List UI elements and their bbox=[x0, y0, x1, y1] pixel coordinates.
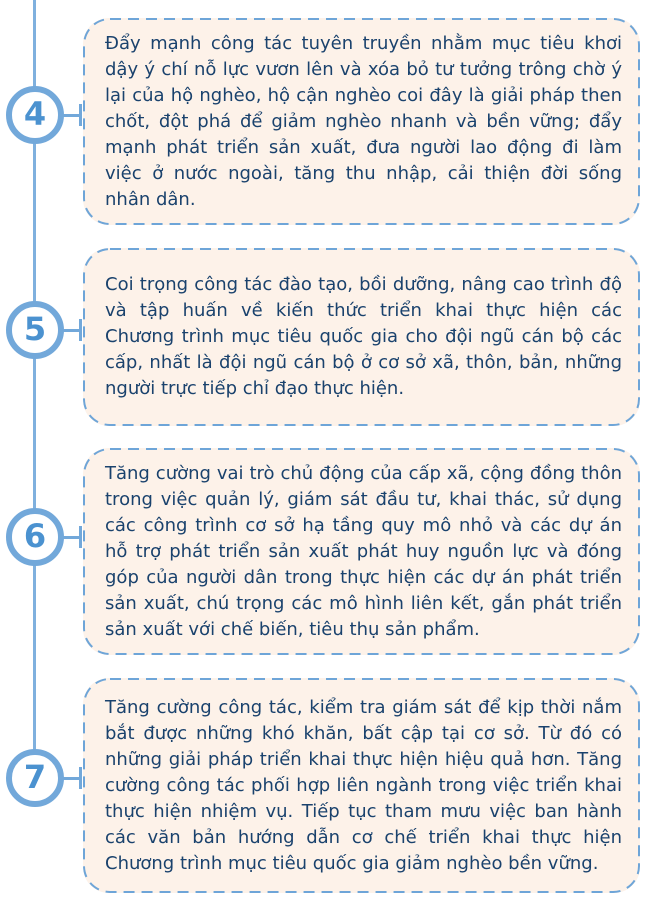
connector-cap bbox=[79, 104, 82, 126]
step-text: Tăng cường vai trò chủ động của cấp xã, cộng đồng thôn trong việc quản lý, giám sát đầu tư, khai thác, sử dụng các công trình cơ sở hạ tầng quy mô nhỏ và các dự án hỗ trợ phát triển sản xuất phát huy nguồn lực và đóng góp của người dân trong thực hiện các dự án phát triển sản xuất, chú trọng các mô hình liên kết, gắn phát triển sản xuất với chế biến, tiêu thụ sản phẩm. bbox=[105, 462, 622, 640]
step-box-7 bbox=[83, 678, 640, 893]
step-circle-6 bbox=[6, 508, 64, 566]
step-text: Đẩy mạnh công tác tuyên truyền nhằm mục tiêu khơi dậy ý chí nỗ lực vươn lên và xóa bỏ tư tưởng trông chờ ý lại của hộ nghèo, hộ cận nghèo coi đây là giải pháp then chốt, đột phá để giảm nghèo nhanh và bền vững; đẩy mạnh phát triển sản xuất, đưa người lao động đi làm việc ở nước ngoài, tăng thu nhập, cải thiện đời sống nhân dân. bbox=[105, 32, 622, 210]
connector-cap bbox=[79, 319, 82, 341]
step-circle-4 bbox=[6, 86, 64, 144]
step-number: 5 bbox=[23, 310, 47, 348]
step-text: Tăng cường công tác, kiểm tra giám sát để kịp thời nắm bắt được những khó khăn, bất cập tại cơ sở. Từ đó có những giải pháp triển khai thực hiện hiệu quả hơn. Tăng cường công tác phối hợp liên ngành trong việc triển khai thực hiện nhiệm vụ. Tiếp tục tham mưu việc ban hành các văn bản hướng dẫn cơ chế triển khai thực hiện Chương trình mục tiêu quốc gia giảm nghèo bền vững. bbox=[105, 696, 622, 874]
step-box-6 bbox=[83, 448, 640, 655]
step-box-4 bbox=[83, 18, 640, 225]
step-text: Coi trọng công tác đào tạo, bồi dưỡng, nâng cao trình độ và tập huấn về kiến thức triển khai thực hiện các Chương trình mục tiêu quốc gia cho đội ngũ cán bộ các cấp, nhất là đội ngũ cán bộ ở cơ sở xã, thôn, bản, những người trực tiếp chỉ đạo thực hiện. bbox=[105, 274, 622, 399]
step-circle-5 bbox=[6, 301, 64, 359]
step-number: 7 bbox=[23, 758, 47, 796]
step-box-5 bbox=[83, 248, 640, 426]
connector-cap bbox=[79, 526, 82, 548]
step-circle-7 bbox=[6, 749, 64, 807]
step-number: 6 bbox=[23, 517, 47, 555]
connector-cap bbox=[79, 767, 82, 789]
step-number: 4 bbox=[23, 95, 47, 133]
